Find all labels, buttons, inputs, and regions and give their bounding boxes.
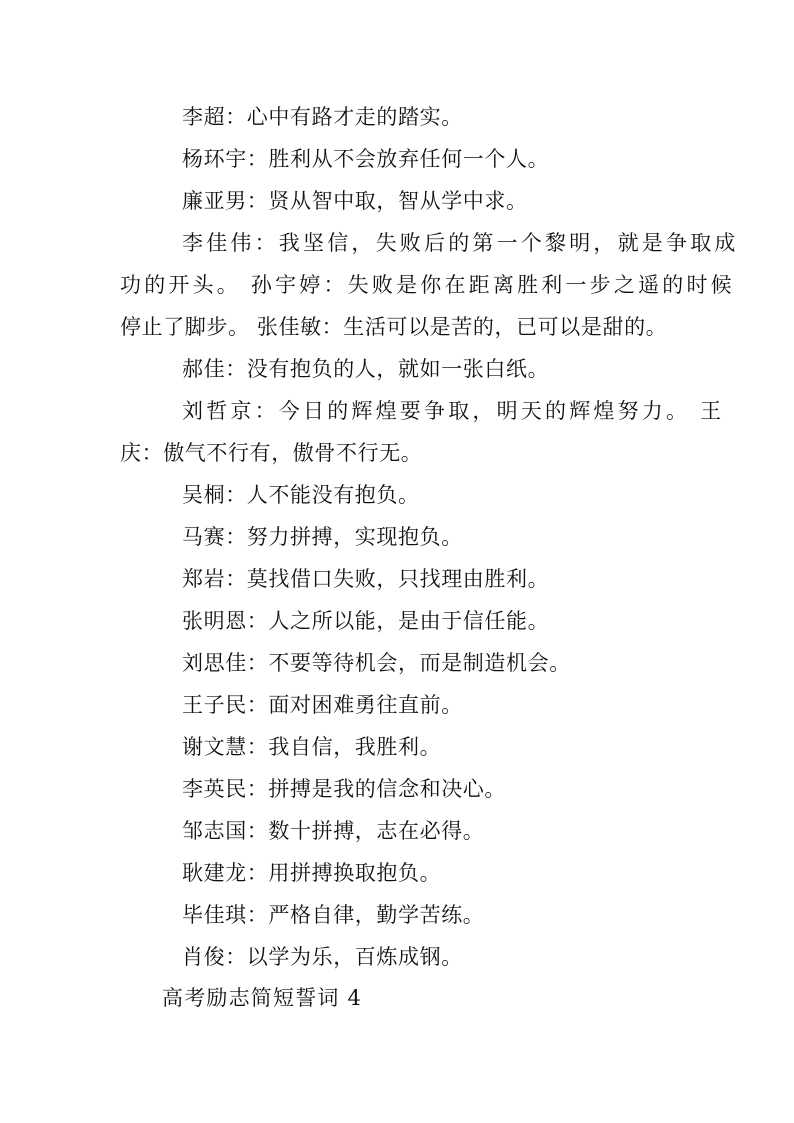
text-line: 邹志国：数十拼搏，志在必得。 — [182, 819, 485, 843]
text-line: 刘哲京：今日的辉煌要争取，明天的辉煌努力。 王 — [182, 399, 725, 423]
text-line: 刘思佳：不要等待机会，而是制造机会。 — [182, 651, 571, 675]
text-line: 李英民：拼搏是我的信念和决心。 — [182, 777, 506, 801]
text-line: 郑岩：莫找借口失败，只找理由胜利。 — [182, 567, 550, 591]
text-line: 张明恩：人之所以能，是由于信任能。 — [182, 609, 550, 633]
text-line: 吴桐：人不能没有抱负。 — [182, 483, 420, 507]
text-line: 庆：傲气不行有，傲骨不行无。 — [120, 441, 423, 465]
text-line: 谢文慧：我自信，我胜利。 — [182, 735, 442, 759]
section-heading: 高考励志简短誓词 4 — [162, 986, 363, 1010]
text-line: 李超：心中有路才走的踏实。 — [182, 105, 463, 129]
text-line: 毕佳琪：严格自律，勤学苦练。 — [182, 903, 485, 927]
text-line: 停止了脚步。 张佳敏：生活可以是苦的，已可以是甜的。 — [120, 315, 668, 339]
text-line: 马赛：努力拼搏，实现抱负。 — [182, 525, 463, 549]
text-line: 杨环宇：胜利从不会放弃任何一个人。 — [182, 147, 550, 171]
text-line: 耿建龙：用拼搏换取抱负。 — [182, 861, 442, 885]
text-line: 郝佳：没有抱负的人，就如一张白纸。 — [182, 357, 550, 381]
text-line: 肖俊：以学为乐，百炼成钢。 — [182, 945, 463, 969]
text-line: 李佳伟：我坚信，失败后的第一个黎明，就是争取成 — [182, 231, 739, 255]
text-line: 廉亚男：贤从智中取，智从学中求。 — [182, 189, 528, 213]
text-line: 功的开头。 孙宇婷：失败是你在距离胜利一步之遥的时候 — [120, 273, 735, 297]
text-line: 王子民：面对困难勇往直前。 — [182, 693, 463, 717]
